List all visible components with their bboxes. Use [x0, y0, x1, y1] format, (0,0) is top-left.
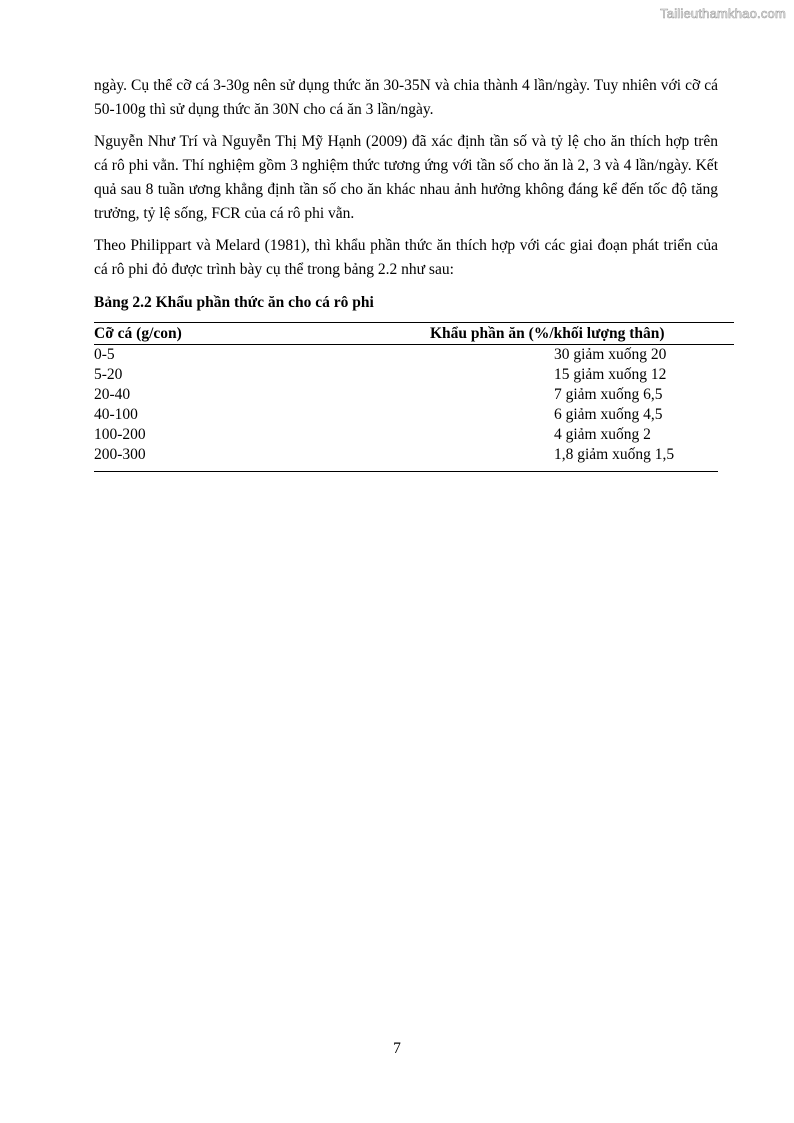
cell-fish-size: 0-5 — [94, 346, 115, 363]
watermark: Tailieuthamkhao.com — [660, 6, 786, 21]
paragraph-3: Theo Philippart và Melard (1981), thì khẩu phần thức ăn thích hợp với các giai đoạn phát triển của cá rô phi đỏ được trình bày cụ thể trong bảng 2.2 như sau: — [94, 237, 718, 278]
table-row — [94, 345, 734, 366]
table-row — [94, 445, 734, 471]
cell-ration: 1,8 giảm xuống 1,5 — [554, 446, 675, 463]
cell-ration: 4 giảm xuống 2 — [554, 426, 651, 443]
paragraph-2: Nguyễn Như Trí và Nguyễn Thị Mỹ Hạnh (2009) đã xác định tần số và tỷ lệ cho ăn thích hợp trên cá rô phi vằn. Thí nghiệm gồm 3 nghiệm thức tương ứng với tần số cho ăn là 2, 3 và 4 lần/ngày. Kết quả sau 8 tuần ương khẳng định tần số cho ăn khác nhau ảnh hưởng không đáng kể đến tốc độ tăng trưởng, tỷ lệ sống, FCR của cá rô phi vằn. — [94, 133, 718, 222]
cell-fish-size: 20-40 — [94, 386, 131, 403]
table-row — [94, 405, 734, 425]
header-fish-size: Cỡ cá (g/con) — [94, 323, 430, 345]
table-bottom-rule — [94, 471, 718, 472]
paragraph-1: ngày. Cụ thể cỡ cá 3-30g nên sử dụng thức ăn 30-35N và chia thành 4 lần/ngày. Tuy nhiên với cỡ cá 50-100g thì sử dụng thức ăn 30N cho cá ăn 3 lần/ngày. — [94, 77, 718, 118]
cell-ration: 7 giảm xuống 6,5 — [554, 386, 663, 403]
cell-fish-size: 5-20 — [94, 366, 123, 383]
page-content — [94, 74, 718, 472]
cell-fish-size: 40-100 — [94, 406, 138, 423]
table-header-row — [94, 323, 734, 345]
header-ration: Khẩu phần ăn (%/khối lượng thân) — [430, 323, 734, 345]
cell-ration: 15 giảm xuống 12 — [554, 366, 667, 383]
cell-ration: 6 giảm xuống 4,5 — [554, 406, 663, 423]
table-row — [94, 425, 734, 445]
table-caption: Bảng 2.2 Khẩu phần thức ăn cho cá rô phi — [94, 294, 374, 311]
ration-table — [94, 322, 734, 471]
page-number: 7 — [393, 1040, 401, 1057]
table-row — [94, 385, 734, 405]
table-row — [94, 365, 734, 385]
cell-fish-size: 100-200 — [94, 426, 146, 443]
cell-ration: 30 giảm xuống 20 — [554, 346, 667, 363]
cell-fish-size: 200-300 — [94, 446, 146, 463]
